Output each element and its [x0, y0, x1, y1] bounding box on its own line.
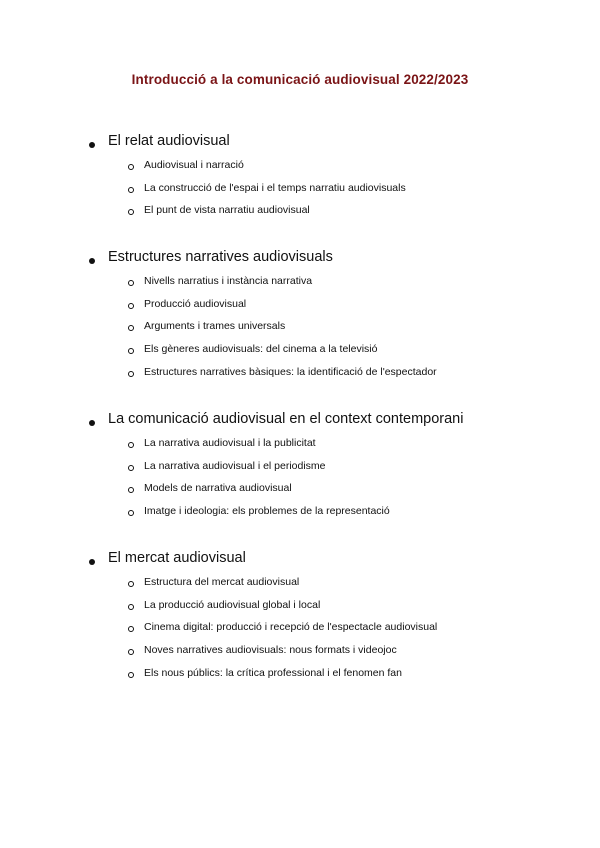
- list-item-label: Els gèneres audiovisuals: del cinema a la televisió: [144, 343, 378, 356]
- list-item-label: Models de narrativa audiovisual: [144, 482, 292, 495]
- list-item: [0, 365, 600, 392]
- hollow-bullet-icon: [128, 348, 134, 354]
- list-item: [0, 505, 600, 531]
- hollow-bullet-icon: [128, 280, 134, 286]
- hollow-bullet-icon: [128, 303, 134, 309]
- list-item: [0, 204, 600, 230]
- hollow-bullet-icon: [128, 487, 134, 493]
- section-heading-label: La comunicació audiovisual en el context contemporani: [108, 411, 464, 427]
- list-item-label: Cinema digital: producció i recepció de l'espectacle audiovisual: [144, 621, 438, 634]
- list-item-label: La narrativa audiovisual i el periodisme: [144, 459, 326, 472]
- list-item-label: Arguments i trames universals: [144, 320, 286, 333]
- section-heading: [0, 249, 600, 276]
- hollow-bullet-icon: [128, 581, 134, 587]
- list-item-label: Nivells narratius i instància narrativa: [144, 275, 313, 287]
- list-item: [0, 275, 600, 301]
- hollow-bullet-icon: [128, 164, 134, 170]
- filled-bullet-icon: [89, 420, 95, 426]
- page-title: Introducció a la comunicació audiovisual 2022/2023: [131, 72, 469, 87]
- list-item-label: El punt de vista narratiu audiovisual: [144, 204, 310, 217]
- list-item-label: Producció audiovisual: [144, 297, 247, 310]
- section-heading: [0, 133, 600, 160]
- hollow-bullet-icon: [128, 371, 134, 377]
- section-el-mercat-audiovisual: [0, 550, 600, 692]
- hollow-bullet-icon: [128, 187, 134, 193]
- hollow-bullet-icon: [128, 604, 134, 610]
- filled-bullet-icon: [89, 142, 95, 148]
- hollow-bullet-icon: [128, 325, 134, 331]
- section-estructures-narratives: [0, 249, 600, 391]
- hollow-bullet-icon: [128, 465, 134, 471]
- section-comunicacio-context-contemporani: [0, 411, 600, 531]
- filled-bullet-icon: [89, 258, 95, 264]
- list-item-label: Estructures narratives bàsiques: la identificació de l'espectador: [144, 365, 437, 378]
- hollow-bullet-icon: [128, 672, 134, 678]
- sub-list: [0, 159, 600, 230]
- list-item: [0, 459, 600, 486]
- list-item-label: La construcció de l'espai i el temps narratiu audiovisuals: [144, 181, 406, 194]
- hollow-bullet-icon: [128, 209, 134, 215]
- sub-list: [0, 437, 600, 531]
- section-heading-label: El mercat audiovisual: [108, 550, 246, 566]
- section-heading: [0, 550, 600, 577]
- section-el-relat-audiovisual: [0, 133, 600, 230]
- section-heading: [0, 411, 600, 438]
- list-item-label: Estructura del mercat audiovisual: [144, 576, 300, 588]
- list-item-label: La narrativa audiovisual i la publicitat: [144, 437, 316, 449]
- sub-list: [0, 576, 600, 692]
- list-item: [0, 297, 600, 324]
- list-item-label: Els nous públics: la crítica professional i el fenomen fan: [144, 666, 402, 679]
- section-heading-label: Estructures narratives audiovisuals: [108, 249, 333, 265]
- list-item: [0, 666, 600, 693]
- hollow-bullet-icon: [128, 649, 134, 655]
- list-item-label: Noves narratives audiovisuals: nous formats i videojoc: [144, 644, 397, 657]
- sub-list: [0, 275, 600, 391]
- section-heading-label: El relat audiovisual: [108, 133, 230, 149]
- list-item-label: La producció audiovisual global i local: [144, 598, 321, 611]
- hollow-bullet-icon: [128, 510, 134, 516]
- filled-bullet-icon: [89, 559, 95, 565]
- list-item-label: Imatge i ideologia: els problemes de la representació: [144, 505, 390, 518]
- list-item-label: Audiovisual i narració: [144, 159, 244, 171]
- hollow-bullet-icon: [128, 626, 134, 632]
- hollow-bullet-icon: [128, 442, 134, 448]
